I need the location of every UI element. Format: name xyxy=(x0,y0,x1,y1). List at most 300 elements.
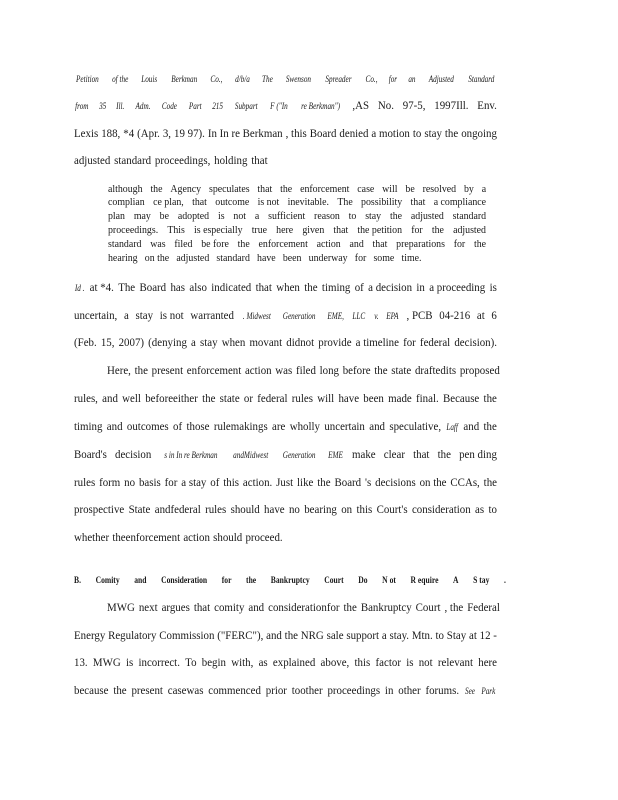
word: beforeeither xyxy=(145,392,198,405)
p1-line4 xyxy=(74,154,268,168)
word: the xyxy=(246,576,257,586)
word: well xyxy=(122,392,141,405)
p4-line1 xyxy=(107,601,500,615)
word: proceed. xyxy=(245,531,283,544)
word: Board xyxy=(139,281,167,294)
word: re Berkman") xyxy=(301,101,341,111)
word: enforcement xyxy=(258,239,308,250)
word: Standard xyxy=(468,74,495,84)
word: here xyxy=(276,225,294,236)
word: commenced xyxy=(208,684,261,697)
word: Id . xyxy=(74,283,85,293)
word: that xyxy=(372,239,388,250)
word: Subpart xyxy=(234,101,258,111)
word: No. xyxy=(377,99,394,112)
word: movant xyxy=(249,336,283,349)
word: holding xyxy=(214,154,248,167)
word: the xyxy=(134,364,148,377)
word: action xyxy=(244,364,272,377)
p3-line2 xyxy=(74,392,497,406)
word: of xyxy=(173,420,183,433)
word: and xyxy=(349,239,364,250)
word: didnot xyxy=(286,336,315,349)
word: action xyxy=(183,531,210,544)
word: , PCB xyxy=(406,309,433,322)
word: Ill. xyxy=(116,101,125,111)
word: and xyxy=(102,392,118,405)
word: 2007) xyxy=(118,336,145,349)
word: was xyxy=(275,364,293,377)
word: those xyxy=(186,420,210,433)
word: because xyxy=(74,684,109,697)
p1-line2 xyxy=(74,99,497,113)
word: Generation xyxy=(282,450,316,460)
word: the xyxy=(280,184,293,195)
word: *4 xyxy=(123,127,135,140)
word: adjusted xyxy=(74,154,111,167)
word: at xyxy=(476,309,485,322)
word: and xyxy=(266,629,282,642)
word: made xyxy=(388,392,412,405)
word: is not xyxy=(257,197,280,208)
word: MWG xyxy=(107,601,135,614)
word: on the xyxy=(144,253,170,264)
word: . Midwest xyxy=(243,311,272,321)
word: Berkman xyxy=(171,74,197,84)
word: the xyxy=(113,684,127,697)
word: andMidwest xyxy=(233,450,269,460)
word: the xyxy=(202,392,216,405)
word: underway xyxy=(308,253,348,264)
word: warranted xyxy=(190,309,234,322)
word: forums. xyxy=(425,684,460,697)
word: considerationfor xyxy=(268,601,340,614)
word: a proceeding xyxy=(429,281,486,294)
word: from xyxy=(75,101,89,111)
word: not xyxy=(418,656,433,669)
word: rules, xyxy=(74,392,98,405)
word: on the xyxy=(419,476,447,489)
word: to xyxy=(412,127,422,140)
word: be xyxy=(405,184,415,195)
word: , this xyxy=(285,127,307,140)
word: speculative, xyxy=(389,420,442,433)
word: EME, xyxy=(326,311,344,321)
word: not xyxy=(233,211,247,222)
word: standard xyxy=(108,239,142,250)
word: and xyxy=(463,420,480,433)
word: ongoing xyxy=(461,127,497,140)
word: s in In re Berkman xyxy=(164,450,218,460)
word: a timeline xyxy=(355,336,399,349)
word: hearing xyxy=(108,253,138,264)
word: Louis xyxy=(141,74,158,84)
word: Agency xyxy=(170,184,202,195)
word: other xyxy=(398,684,421,697)
word: of xyxy=(354,281,364,294)
word: a xyxy=(254,211,260,222)
word: S tay xyxy=(473,576,490,586)
word: in xyxy=(416,281,425,294)
word: some xyxy=(373,253,395,264)
p2-line3 xyxy=(74,336,497,350)
word: Consideration xyxy=(161,576,208,586)
word: the xyxy=(304,281,318,294)
word: a decision xyxy=(368,281,413,294)
word: 's xyxy=(365,476,372,489)
word: stay xyxy=(424,127,442,140)
word: Swenson xyxy=(285,74,312,84)
word: 1997Ill. xyxy=(434,99,469,112)
word: Lexis xyxy=(74,127,99,140)
word: as xyxy=(475,503,485,516)
word: that xyxy=(333,225,349,236)
word: been xyxy=(363,392,384,405)
word: timing xyxy=(74,420,103,433)
word: preparations xyxy=(396,239,445,250)
word: no xyxy=(288,503,300,516)
word: comity xyxy=(214,601,245,614)
word: is xyxy=(217,211,225,222)
word: make xyxy=(352,448,376,461)
word: is xyxy=(489,281,497,294)
word: Bankruptcy xyxy=(270,576,310,586)
word: a stay xyxy=(181,476,207,489)
quote-line xyxy=(108,225,486,237)
word: resolved xyxy=(422,184,457,195)
word: has xyxy=(170,281,186,294)
word: explained xyxy=(272,656,316,669)
word: have xyxy=(338,392,360,405)
word: time. xyxy=(401,253,422,264)
word: Commission xyxy=(159,629,215,642)
word: adjusted xyxy=(453,225,486,236)
word: for xyxy=(164,476,178,489)
word: whether xyxy=(74,531,110,544)
word: prior xyxy=(265,684,287,697)
quote-line xyxy=(108,239,486,251)
word: Code xyxy=(161,101,178,111)
word: Co., xyxy=(365,74,378,84)
word: possibility xyxy=(361,197,403,208)
word: before xyxy=(342,364,371,377)
word: for xyxy=(411,225,423,236)
word: . xyxy=(504,576,506,586)
word: and xyxy=(369,420,385,433)
p3-line1 xyxy=(107,364,500,378)
word: Board xyxy=(309,127,337,140)
word: (denying xyxy=(148,336,187,349)
word: rules xyxy=(74,476,96,489)
word: 04-216 xyxy=(439,309,471,322)
word: are xyxy=(272,420,286,433)
word: inevitable. xyxy=(287,197,330,208)
word: ,AS xyxy=(352,99,370,112)
word: To xyxy=(185,656,197,669)
word: speculates xyxy=(208,184,250,195)
word: EME xyxy=(327,450,343,460)
word: of the xyxy=(112,74,129,84)
word: present xyxy=(131,684,163,697)
word: the xyxy=(483,476,497,489)
word: Court xyxy=(415,601,441,614)
word: Stay xyxy=(446,629,467,642)
word: the xyxy=(317,476,331,489)
word: have xyxy=(264,503,285,516)
word: rules xyxy=(205,503,227,516)
word: toother xyxy=(291,684,323,697)
word: complian xyxy=(108,197,145,208)
word: Here, xyxy=(107,364,131,377)
word: State xyxy=(128,503,151,516)
word: Adm. xyxy=(135,101,151,111)
word: standard xyxy=(216,253,250,264)
word: rules xyxy=(291,392,313,405)
word: standard xyxy=(114,154,152,167)
p3-line7 xyxy=(74,531,283,545)
word: ce plan, xyxy=(153,197,184,208)
word: may xyxy=(133,211,151,222)
p1-line3 xyxy=(74,127,497,141)
p4-line4 xyxy=(74,684,497,698)
word: to xyxy=(348,211,357,222)
word: state xyxy=(219,392,240,405)
word: Env. xyxy=(477,99,497,112)
word: proceedings, xyxy=(154,154,211,167)
word: adjusted xyxy=(410,211,444,222)
word: Do xyxy=(358,576,368,586)
p3-line5 xyxy=(74,476,497,490)
quote-line xyxy=(108,211,486,223)
word: proceedings. xyxy=(108,225,159,236)
word: this xyxy=(223,476,240,489)
word: decision xyxy=(114,448,152,461)
word: of xyxy=(210,476,220,489)
word: that xyxy=(413,448,430,461)
word: stay xyxy=(365,211,382,222)
word: adopted xyxy=(177,211,210,222)
word: the xyxy=(483,420,497,433)
word: factor xyxy=(375,656,401,669)
word: standard xyxy=(452,211,487,222)
word: filed xyxy=(295,364,316,377)
word: when xyxy=(276,281,300,294)
word: sale xyxy=(326,629,344,642)
word: that xyxy=(192,197,207,208)
word: present xyxy=(151,364,184,377)
word: no xyxy=(124,476,136,489)
word: adjusted xyxy=(176,253,210,264)
word: will xyxy=(317,392,335,405)
word: Just xyxy=(276,476,294,489)
word: is especially xyxy=(194,225,243,236)
word: pen ding xyxy=(459,448,497,461)
word: stay xyxy=(135,309,154,322)
word: the xyxy=(389,211,403,222)
word: support xyxy=(346,629,380,642)
word: a xyxy=(191,336,196,349)
word: The xyxy=(261,74,273,84)
word: Court xyxy=(324,576,344,586)
word: F ("In xyxy=(269,101,288,111)
word: and xyxy=(106,420,123,433)
word: and xyxy=(134,576,147,586)
word: (Feb. xyxy=(74,336,97,349)
word: for xyxy=(221,576,232,586)
word: See xyxy=(464,686,475,696)
word: that xyxy=(255,281,272,294)
word: Park xyxy=(481,686,496,696)
word: Mtn. xyxy=(411,629,433,642)
word: The xyxy=(118,281,136,294)
p4-line3 xyxy=(74,656,497,670)
word: 3, xyxy=(162,127,172,140)
word: a motion xyxy=(371,127,410,140)
word: that xyxy=(257,184,273,195)
word: outcome xyxy=(215,197,250,208)
word: uncertain, xyxy=(74,309,118,322)
word: Federal xyxy=(467,601,500,614)
word: above, xyxy=(320,656,350,669)
word: to xyxy=(488,503,497,516)
word: 12 - xyxy=(479,629,497,642)
quote-line xyxy=(108,253,422,265)
p1-line1 xyxy=(74,72,497,86)
word: enforcement xyxy=(186,364,242,377)
word: like xyxy=(297,476,314,489)
word: filed xyxy=(174,239,193,250)
word: Bankruptcy xyxy=(360,601,412,614)
word: that xyxy=(410,197,426,208)
word: the xyxy=(374,364,388,377)
word: 19 97). xyxy=(173,127,205,140)
word: as xyxy=(258,656,268,669)
word: for xyxy=(403,336,416,349)
word: begin xyxy=(201,656,226,669)
word: plan xyxy=(108,211,125,222)
word: B. xyxy=(74,576,81,586)
word: Energy xyxy=(74,629,106,642)
word: Adjusted xyxy=(428,74,454,84)
word: the xyxy=(284,629,298,642)
word: although xyxy=(108,184,143,195)
word: federal xyxy=(257,392,288,405)
word: R equire xyxy=(410,576,439,586)
word: The xyxy=(337,197,353,208)
word: should xyxy=(213,531,243,544)
word: at *4. xyxy=(89,281,114,294)
word: have xyxy=(257,253,276,264)
word: that xyxy=(193,601,211,614)
word: EPA xyxy=(386,311,399,321)
word: casewas xyxy=(167,684,204,697)
word: N ot xyxy=(382,576,396,586)
word: decision). xyxy=(454,336,497,349)
quote-line xyxy=(108,184,486,196)
word: be xyxy=(159,211,170,222)
word: theenforcement xyxy=(112,531,181,544)
word: is xyxy=(406,656,414,669)
word: form xyxy=(99,476,121,489)
word: the xyxy=(474,239,487,250)
word: 13. xyxy=(74,656,88,669)
word: prospective xyxy=(74,503,125,516)
word: should xyxy=(230,503,260,516)
p2-line1 xyxy=(74,281,497,295)
word: in xyxy=(384,684,394,697)
word: for xyxy=(354,253,367,264)
word: the xyxy=(343,601,357,614)
word: action. xyxy=(242,476,273,489)
word: and xyxy=(248,601,265,614)
word: Regulatory xyxy=(108,629,157,642)
word: Co., xyxy=(210,74,223,84)
word: by xyxy=(463,184,474,195)
word: here xyxy=(478,656,497,669)
word: given xyxy=(302,225,325,236)
word: is xyxy=(125,656,134,669)
word: basis xyxy=(138,476,161,489)
word: a xyxy=(381,629,387,642)
word: ("FERC"), xyxy=(217,629,264,642)
word: relevant xyxy=(437,656,474,669)
word: true xyxy=(251,225,268,236)
word: In In re Berkman xyxy=(207,127,283,140)
word: andfederal xyxy=(154,503,201,516)
word: this xyxy=(354,656,371,669)
word: a xyxy=(123,309,129,322)
word: reason xyxy=(314,211,340,222)
word: case xyxy=(357,184,375,195)
word: (Apr. xyxy=(137,127,160,140)
word: with, xyxy=(231,656,254,669)
word: for xyxy=(453,239,466,250)
word: the xyxy=(437,448,451,461)
p3-line4 xyxy=(74,448,497,462)
word: 215 xyxy=(212,101,223,111)
word: this xyxy=(356,503,373,516)
word: federal xyxy=(419,336,451,349)
p4-line2 xyxy=(74,629,497,643)
word: LLC xyxy=(352,311,366,321)
word: action xyxy=(316,239,341,250)
word: is not xyxy=(159,309,184,322)
word: rulemakings xyxy=(213,420,268,433)
word: argues xyxy=(161,601,190,614)
word: a xyxy=(481,184,487,195)
word: proceedings xyxy=(327,684,381,697)
word: stay xyxy=(200,336,218,349)
word: will xyxy=(382,184,398,195)
word: incorrect. xyxy=(138,656,180,669)
word: uncertain xyxy=(324,420,365,433)
word: long xyxy=(319,364,340,377)
word: Board's xyxy=(74,448,107,461)
word: Petition xyxy=(76,74,99,84)
word: Board xyxy=(334,476,362,489)
word: A xyxy=(453,576,459,586)
word: Spreader xyxy=(325,74,352,84)
word: on xyxy=(341,503,353,516)
word: MWG xyxy=(92,656,121,669)
word: Because xyxy=(442,392,480,405)
word: outcomes xyxy=(126,420,169,433)
word: to xyxy=(435,629,445,642)
word: NRG xyxy=(300,629,324,642)
word: been xyxy=(282,253,302,264)
word: Court's xyxy=(376,503,408,516)
word: the petition xyxy=(357,225,403,236)
